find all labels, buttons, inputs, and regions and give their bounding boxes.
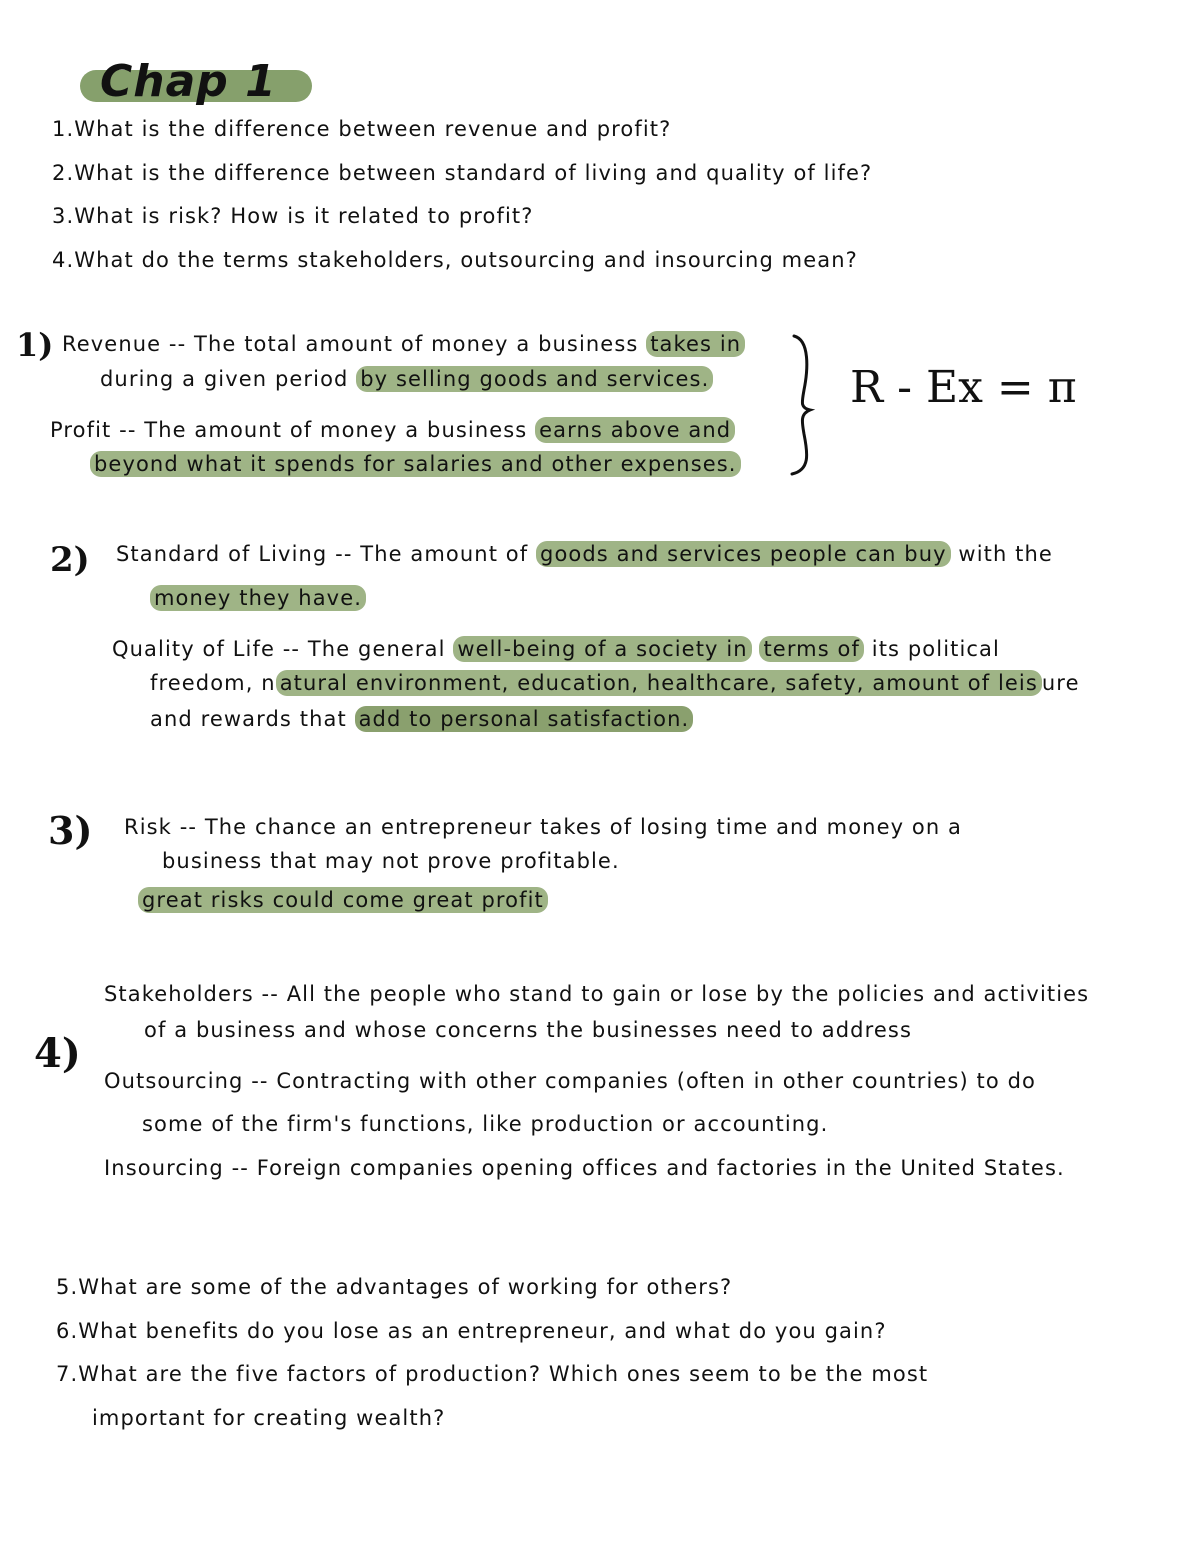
risk-note-line xyxy=(138,886,548,914)
risk-note-highlight: great risks could come great profit xyxy=(138,887,548,913)
question-7-continued: important for creating wealth? xyxy=(92,1406,446,1430)
answer-2-marker: 2) xyxy=(50,540,90,580)
question-6: 6.What benefits do you lose as an entrepreneur, and what do you gain? xyxy=(56,1319,887,1343)
answer-1-marker: 1) xyxy=(16,326,54,364)
revenue-text: during a given period xyxy=(100,367,357,391)
standard-of-living-line-1 xyxy=(116,540,1053,568)
revenue-line-1 xyxy=(62,330,745,358)
profit-text: Profit -- The amount of money a business xyxy=(50,418,536,442)
qol-highlight: add to personal satisfaction. xyxy=(355,706,694,732)
risk-line-1: Risk -- The chance an entrepreneur takes of losing time and money on a xyxy=(124,815,963,839)
curly-brace xyxy=(780,330,830,480)
qol-highlight: atural environment, education, healthcare, safety, amount of leis xyxy=(276,670,1042,696)
question-1: 1.What is the difference between revenue and profit? xyxy=(52,117,672,141)
profit-highlight: earns above and xyxy=(535,417,735,443)
risk-line-2: business that may not prove profitable. xyxy=(162,849,620,873)
qol-text: ure xyxy=(1041,671,1080,695)
qol-text: and rewards that xyxy=(150,707,355,731)
question-7: 7.What are the five factors of production? Which ones seem to be the most xyxy=(56,1362,929,1386)
sol-highlight: goods and services people can buy xyxy=(536,541,951,567)
sol-text: with the xyxy=(950,542,1053,566)
quality-of-life-line-2 xyxy=(150,669,1080,697)
profit-line-1 xyxy=(50,416,735,444)
qol-highlight: well-being of a society in xyxy=(453,636,751,662)
formula: R - Ex = π xyxy=(850,362,1077,413)
quality-of-life-line-1 xyxy=(112,635,1000,663)
profit-line-2 xyxy=(90,450,741,478)
question-3: 3.What is risk? How is it related to profit? xyxy=(52,204,534,228)
qol-text: Quality of Life -- The general xyxy=(112,637,454,661)
outsourcing-line-2: some of the firm's functions, like production or accounting. xyxy=(142,1112,829,1136)
insourcing-line-1: Insourcing -- Foreign companies opening offices and factories in the United States. xyxy=(104,1156,1065,1180)
profit-highlight: beyond what it spends for salaries and other expenses. xyxy=(90,451,741,477)
question-4: 4.What do the terms stakeholders, outsourcing and insourcing mean? xyxy=(52,248,858,272)
qol-highlight: terms of xyxy=(759,636,864,662)
stakeholders-line-1: Stakeholders -- All the people who stand to gain or lose by the policies and activities xyxy=(104,982,1090,1006)
quality-of-life-line-3 xyxy=(150,705,693,733)
revenue-highlight: takes in xyxy=(646,331,745,357)
revenue-text: Revenue -- The total amount of money a business xyxy=(62,332,647,356)
page-title: Chap 1 xyxy=(100,56,277,107)
standard-of-living-line-2 xyxy=(150,584,366,612)
qol-text: freedom, n xyxy=(150,671,276,695)
answer-4-marker: 4) xyxy=(34,1030,81,1077)
sol-text: Standard of Living -- The amount of xyxy=(116,542,537,566)
question-5: 5.What are some of the advantages of working for others? xyxy=(56,1275,733,1299)
outsourcing-line-1: Outsourcing -- Contracting with other companies (often in other countries) to do xyxy=(104,1069,1036,1093)
stakeholders-line-2: of a business and whose concerns the businesses need to address xyxy=(144,1018,912,1042)
answer-3-marker: 3) xyxy=(48,808,93,853)
sol-highlight: money they have. xyxy=(150,585,366,611)
qol-text: its political xyxy=(864,637,1000,661)
question-2: 2.What is the difference between standard of living and quality of life? xyxy=(52,161,873,185)
revenue-highlight: by selling goods and services. xyxy=(356,366,713,392)
revenue-line-2 xyxy=(100,365,713,393)
